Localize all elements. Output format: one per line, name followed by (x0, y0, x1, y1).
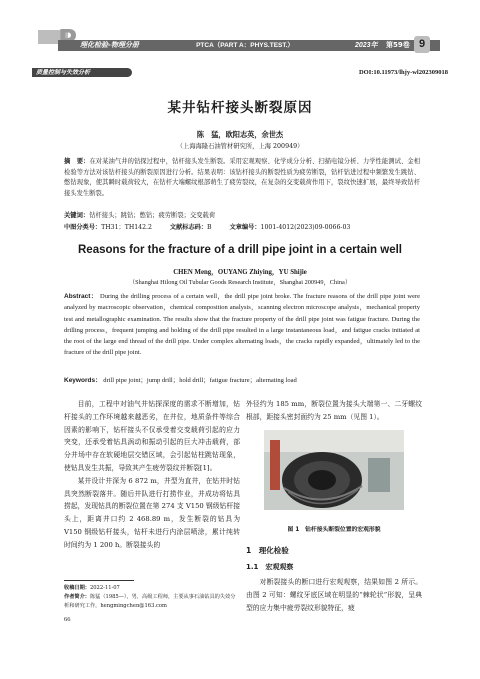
section-heading-1: 1 理化检验 (246, 546, 289, 555)
article-number (230, 224, 351, 231)
abstract-cn-label: 摘 要： (64, 158, 90, 165)
header-section-label: 理化检验-物理分册 (80, 41, 139, 49)
received-label: 收稿日期： (64, 585, 90, 591)
keywords-cn-label: 关键词： (64, 212, 90, 219)
doc-label: 文献标志码： (169, 224, 208, 231)
author-bio-value: 陈猛（1985—），男，高级工程师，主要从事石油钻具的失效分析和研究工作，hengmingchen@163.com (64, 594, 236, 609)
keywords-en-label: Keywords： (64, 377, 102, 384)
keywords-cn (64, 211, 420, 221)
abstract-cn (64, 157, 420, 199)
figure-1-caption: 图 1 钻杆接头断裂位置的宏观形貌 (287, 527, 381, 533)
article-label: 文章编号： (229, 224, 261, 231)
body-paragraph: 某井设计井深为 6 872 m，井型为直井，在钻井时钻具突然断裂落井。随后井队进行打捞作业，并成功将钻具捞起，发现钻具的断裂位置在第 274 支 V150 钢级钻杆接头上，距离井口约 2 468.89 m，发生断裂的钻具为 V150 钢级钻杆接头，钻杆未进行内涂层喷涂，累计纯转时间约为 1 200 h。断裂接头的 (64, 476, 240, 549)
header-volume: 第59卷 (386, 41, 410, 49)
abstract-cn-text: 在对某油气井的钻探过程中，钻杆接头发生断裂。采用宏观观察、化学成分分析、扫描电镜分析、力学性能测试、金相检验等方法对该钻杆接头的断裂原因进行分析。结果表明：该钻杆接头的断裂性质为疲劳断裂，钻杆钻进过程中频繁发生跳钻、憋钻现象，使其瞬时载荷较大，在钻杆大端螺纹根部萌生了疲劳裂纹，在复杂的交变载荷作用下，裂纹快速扩展，最终导致钻杆接头发生断裂。 (64, 158, 421, 197)
page-number: 66 (64, 616, 71, 623)
authors-cn: 陈 猛，欧阳志英，余世杰 (196, 130, 284, 139)
header-issue-number: 9 (414, 36, 430, 53)
section-heading-1-1: 1.1 宏观观察 (246, 563, 294, 571)
doc-value: B (207, 224, 212, 231)
footnote (64, 584, 240, 611)
affiliation-en: （Shanghai Hilong Oil Tubular Goods Research Institute，Shanghai 200949，China） (128, 279, 352, 286)
footnote-rule (64, 580, 134, 581)
body-left-column (64, 398, 240, 552)
figure-1-photo (264, 430, 404, 510)
received-date (64, 584, 240, 593)
abstract-en (64, 291, 420, 359)
header-year: 2023年 (355, 42, 378, 49)
body-paragraph: 目前，工程中对油气井钻探深度的需求不断增加，钻杆接头的工作环境越来越恶劣，在井位，地质条件等综合因素的影响下，钻杆接头不仅承受着交变载荷引起的应力突变，还承受着钻具涡动和振动引起的巨大冲击载荷，部分井场中存在软硬地层交错区域，会引起钻柱跳钻现象，使钻具发生共振，导致其产生疲劳裂纹并断裂[1]。 (64, 400, 240, 472)
abstract-en-label: Abstract： (64, 293, 98, 300)
keywords-en-text: drill pipe joint；jump drill；hold drill；fatigue fracture；alternating load (103, 377, 297, 384)
page-title-cn: 某井钻杆接头断裂原因 (167, 100, 313, 116)
classification-line (64, 223, 420, 233)
clc-label: 中图分类号： (64, 224, 102, 231)
doi: DOI:10.11973/lhjy-wl202309018 (358, 69, 448, 76)
author-bio-label: 作者简介： (64, 594, 90, 600)
keywords-cn-text: 钻杆接头；跳钻；憋钻；疲劳断裂；交变载荷 (89, 212, 216, 219)
page-title-en: Reasons for the fracture of a drill pipe joint in a certain well (78, 244, 402, 256)
clc-number (64, 224, 152, 231)
body-right-top: 外径约为 185 mm，断裂位置为接头大端第一、二牙螺纹根部，距接头密封面约为 25 mm（见图 1）。 (246, 400, 422, 421)
header-journal: PTCA（PART A：PHYS.TEST.） (180, 40, 310, 51)
body-right-bottom: 对断裂接头的断口进行宏观观察，结果如图 2 所示。由图 2 可知：螺纹牙底区域在明显的“棘轮状”形貌，呈典型的应力集中疲劳裂纹形貌特征，疲 (246, 578, 422, 612)
drill-pipe-fracture-image (264, 430, 404, 510)
affiliation-cn: （上海海隆石油管材研究所，上海 200949） (176, 143, 304, 150)
received-value: 2022-11-07 (89, 585, 120, 591)
clc-value: TH31；TH142.2 (101, 224, 152, 231)
abstract-en-text: During the drilling process of a certain well，the drill pipe joint broke. The fracture reasons of the drill pipe joint were analyzed by macroscopic observation，chemical composition analysis，scanning electron microscope analysis，mechanical property test and metallographic examination. The results show that the fracture property of the drill pipe joint was fatigue fracture. During the drilling process，frequent jumping and holding of the drill pipe resulted in a large instantaneous load，and fatigue cracks initiated at the root of the large end thread of the drill pipe. Under complex alternating loads，the cracks rapidly expanded，ultimately led to the fracture of the drill pipe joint. (64, 293, 421, 357)
author-bio (64, 593, 240, 611)
category-label: 质量控制与失效分析 (36, 69, 91, 76)
keywords-en (64, 376, 420, 386)
authors-en: CHEN Meng，OUYANG Zhiying，YU Shijie (173, 269, 307, 276)
doc-code (170, 224, 212, 231)
article-value: 1001-4012(2023)09-0066-03 (260, 224, 351, 231)
